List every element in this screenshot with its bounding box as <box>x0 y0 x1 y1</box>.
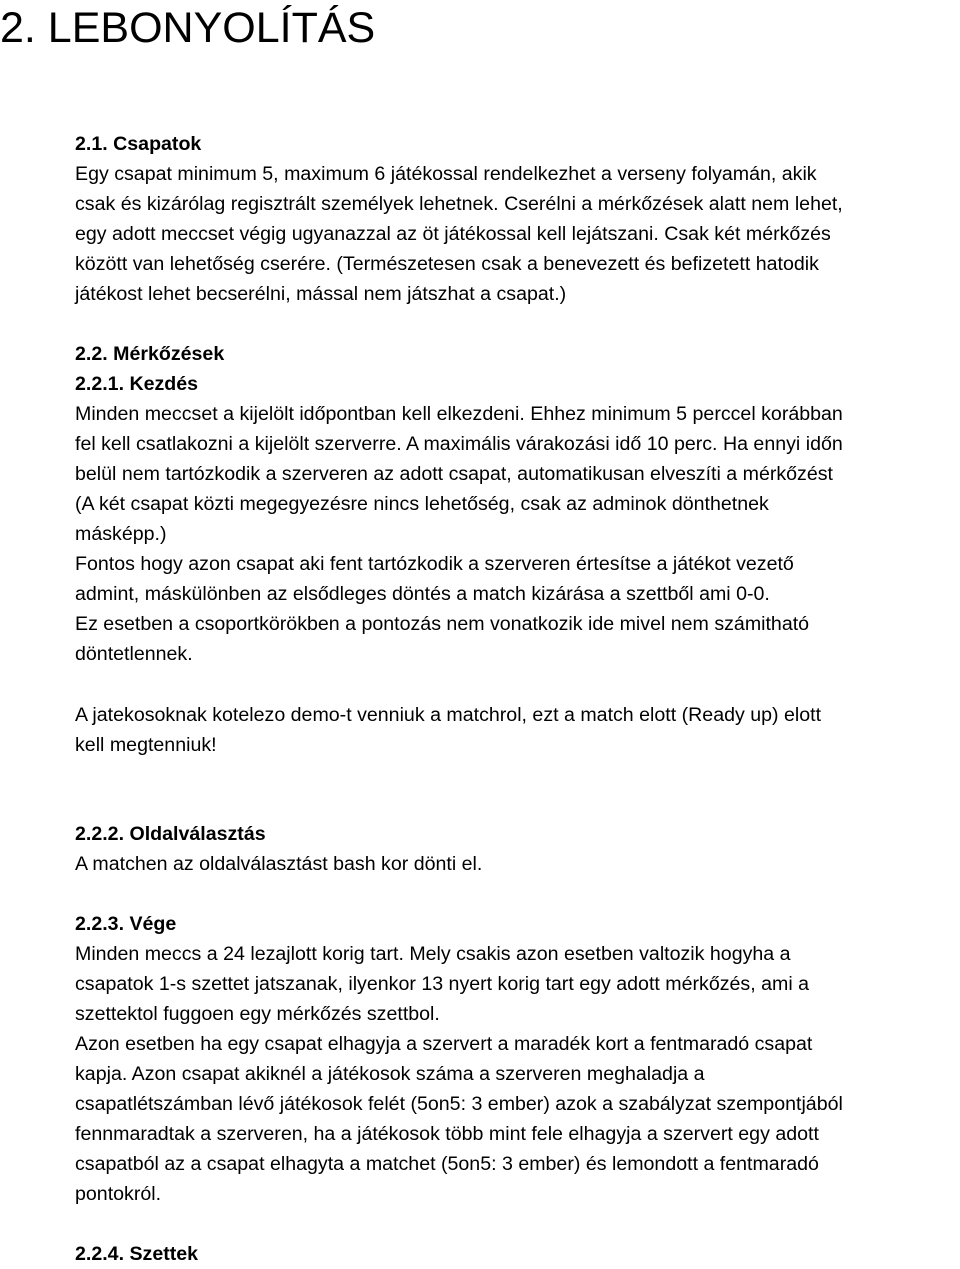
paragraph-line: admint, máskülönben az elsődleges döntés a match kizárása a szettből ami 0-0. <box>75 583 770 605</box>
paragraph-line: csapatok 1-s szettet jatszanak, ilyenkor 13 nyert korig tart egy adott mérkőzés, ami a <box>75 973 810 995</box>
paragraph-line: (A két csapat közti megegyezésre nincs lehetőség, csak az adminok dönthetnek <box>75 493 769 515</box>
paragraph-line: Minden meccs a 24 lezajlott korig tart. Mely csakis azon esetben valtozik hogyha a <box>75 943 791 965</box>
section-heading-2-2-4: 2.2.4. Szettek <box>75 1243 199 1265</box>
page-title: 2. LEBONYOLÍTÁS <box>0 4 376 52</box>
paragraph-line: pontokról. <box>75 1183 162 1205</box>
paragraph-line: egy adott meccset végig ugyanazzal az öt játékossal kell lejátszani. Csak két mérkőzés <box>75 223 831 245</box>
paragraph-line: Egy csapat minimum 5, maximum 6 játékossal rendelkezhet a verseny folyamán, akik <box>75 163 817 185</box>
paragraph-line: Ez esetben a csoportkörökben a pontozás nem vonatkozik ide mivel nem számitható <box>75 613 810 635</box>
section-heading-2-2-1: 2.2.1. Kezdés <box>75 373 199 395</box>
paragraph-line: A matchen az oldalválasztást bash kor dönti el. <box>75 853 483 875</box>
paragraph-line: kell megtenniuk! <box>75 734 217 756</box>
paragraph-line: A jatekosoknak kotelezo demo-t venniuk a matchrol, ezt a match elott (Ready up) elott <box>75 704 822 726</box>
paragraph-line: másképp.) <box>75 523 167 545</box>
paragraph-line: Minden meccset a kijelölt időpontban kell elkezdeni. Ehhez minimum 5 perccel korábban <box>75 403 843 425</box>
paragraph-line: szettektol fuggoen egy mérkőzés szettbol. <box>75 1003 440 1025</box>
paragraph-line: Azon esetben ha egy csapat elhagyja a szervert a maradék kort a fentmaradó csapat <box>75 1033 813 1055</box>
section-heading-2-2-3: 2.2.3. Vége <box>75 913 177 935</box>
section-heading-2-2-2: 2.2.2. Oldalválasztás <box>75 823 266 845</box>
paragraph-line: játékost lehet becserélni, mással nem játszhat a csapat.) <box>75 283 567 305</box>
paragraph-line: kapja. Azon csapat akiknél a játékosok száma a szerveren meghaladja a <box>75 1063 705 1085</box>
paragraph-line: belül nem tartózkodik a szerveren az adott csapat, automatikusan elveszíti a mérkőzést <box>75 463 833 485</box>
paragraph-line: fennmaradtak a szerveren, ha a játékosok több mint fele elhagyja a szervert egy adott <box>75 1123 819 1145</box>
paragraph-line: Fontos hogy azon csapat aki fent tartózkodik a szerveren értesítse a játékot vezető <box>75 553 794 575</box>
paragraph-line: csapatlétszámban lévő játékosok felét (5on5: 3 ember) azok a szabályzat szempontjából <box>75 1093 843 1115</box>
paragraph-line: csak és kizárólag regisztrált személyek lehetnek. Cserélni a mérkőzések alatt nem lehet, <box>75 193 843 215</box>
section-heading-2-2: 2.2. Mérkőzések <box>75 343 225 365</box>
section-heading-2-1: 2.1. Csapatok <box>75 133 202 155</box>
paragraph-line: fel kell csatlakozni a kijelölt szerverre. A maximális várakozási idő 10 perc. Ha ennyi időn <box>75 433 843 455</box>
paragraph-line: döntetlennek. <box>75 643 193 665</box>
paragraph-line: között van lehetőség cserére. (Természetesen csak a benevezett és befizetett hatodik <box>75 253 819 275</box>
paragraph-line: csapatból az a csapat elhagyta a matchet (5on5: 3 ember) és lemondott a fentmaradó <box>75 1153 819 1175</box>
